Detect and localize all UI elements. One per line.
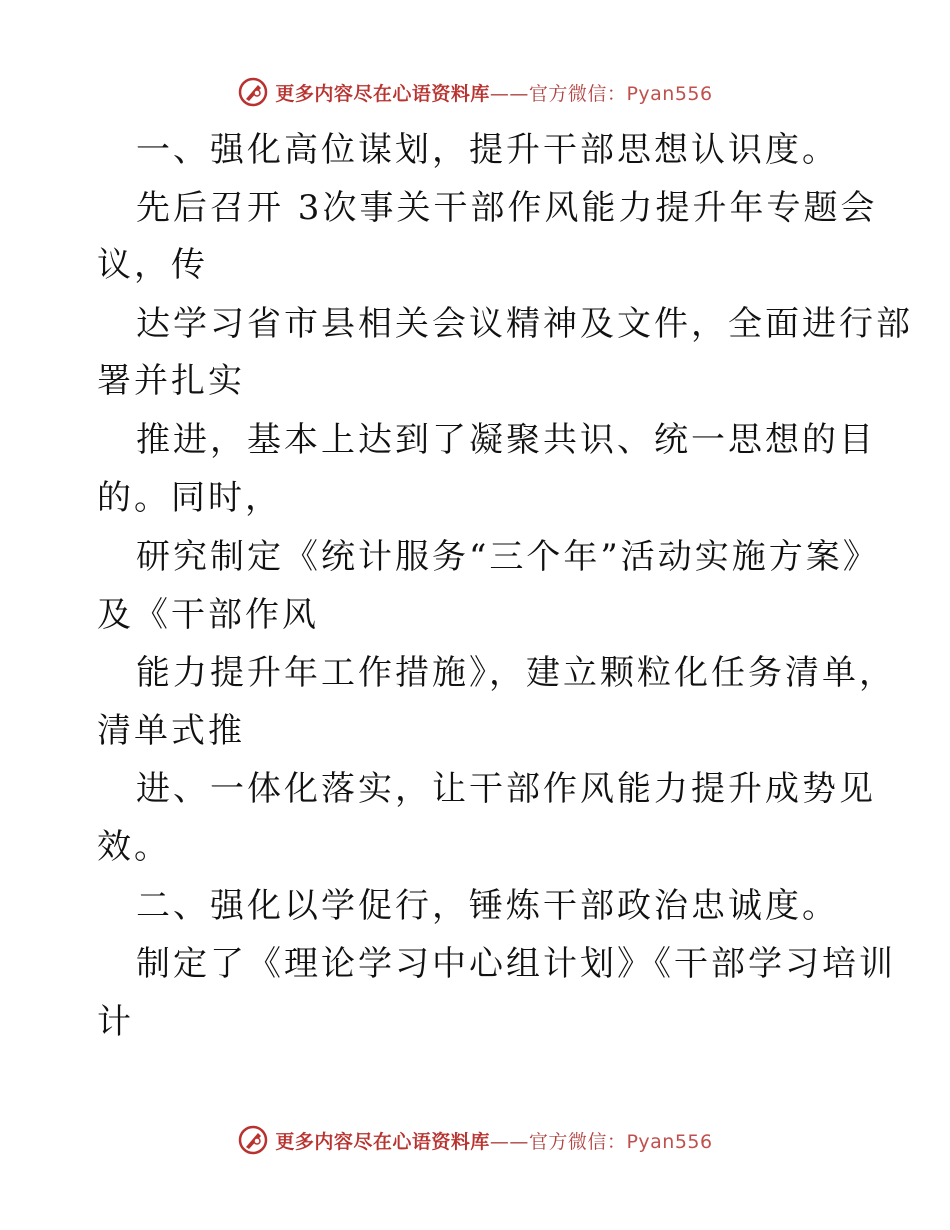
pen-logo-icon [237,1124,269,1156]
watermark-brand: 更多内容尽在心语资料库 [275,82,490,105]
watermark-account-handle: Pyan556 [626,82,713,105]
paragraph-line: 署并扎实 [97,361,245,401]
paragraph-line: 达学习省市县相关会议精神及文件，全面进行部 [136,304,913,344]
footer-watermark [0,1120,950,1160]
paragraph-line: 的。同时， [97,478,282,518]
paragraph-line: 效。 [97,827,171,867]
watermark-separator: —— [489,1130,529,1153]
paragraph-line: 研究制定《统计服务“三个年”活动实施方案》 [136,537,880,577]
paragraph-line: 议，传 [97,245,208,285]
paragraph-line: 制定了《理论学习中心组计划》《干部学习培训 [136,944,896,984]
watermark-separator: —— [489,82,529,105]
heading-section-2: 二、强化以学促行，锤炼干部政治忠诚度。 [136,886,839,926]
heading-section-1: 一、强化高位谋划，提升干部思想认识度。 [136,130,839,170]
watermark-account-label: 官方微信： [528,82,627,105]
paragraph-line: 能力提升年工作措施》，建立颗粒化任务清单， [136,653,896,693]
paragraph-line: 及《干部作风 [97,595,319,635]
paragraph-line: 进、一体化落实，让干部作风能力提升成势见 [136,769,876,809]
watermark-brand: 更多内容尽在心语资料库 [275,1130,490,1153]
paragraph-line: 计 [97,1002,134,1042]
paragraph-line: 推进，基本上达到了凝聚共识、统一思想的目 [136,420,876,460]
paragraph-line: 先后召开 3次事关干部作风能力提升年专题会 [136,188,878,228]
paragraph-line: 清单式推 [97,711,245,751]
watermark-account-label: 官方微信： [528,1130,627,1153]
pen-logo-icon [237,76,269,108]
watermark-text [275,1127,712,1154]
watermark-account-handle: Pyan556 [626,1130,713,1153]
watermark-text [275,79,712,106]
header-watermark [0,72,950,112]
